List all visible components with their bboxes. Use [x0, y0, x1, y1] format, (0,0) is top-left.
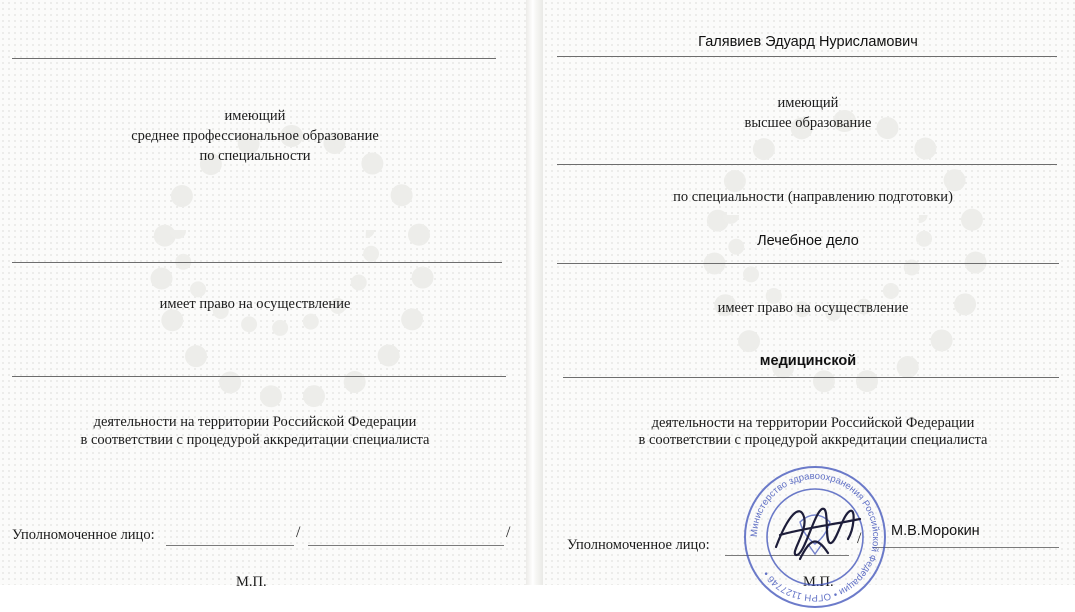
rule-name [557, 56, 1057, 57]
slash-separator: / [296, 524, 301, 541]
specialty-label: по специальности (направлению подготовки) [673, 189, 953, 205]
rule-education [557, 164, 1057, 165]
left-page [0, 0, 526, 590]
name-line [308, 545, 504, 546]
watermark-emblem [703, 110, 987, 394]
right-to-label: имеет право на осуществление [159, 296, 351, 312]
specialty-value: Лечебное дело [757, 233, 859, 249]
holder-label: имеющий [224, 108, 286, 124]
specialty-label: по специальности [199, 148, 311, 164]
stamp-circular-text: Министерство здравоохранения Российской Федерации • ОГРН 1127746 • [748, 470, 882, 604]
right-to-label: имеет право на осуществление [717, 300, 909, 316]
handwritten-signature [770, 495, 865, 565]
signer-name: М.В.Морокин [891, 523, 980, 539]
rule-top [12, 58, 496, 59]
name-line [873, 547, 1059, 548]
holder-full-name: Галявиев Эдуард Нурисламович [698, 34, 918, 50]
rule-activity [563, 377, 1059, 378]
activity-line-2: в соответствии с процедурой аккредитации специалиста [638, 432, 988, 448]
signature-stroke [776, 509, 860, 559]
education-level: среднее профессиональное образование [131, 128, 379, 144]
authorized-person-label: Уполномоченное лицо: [12, 527, 155, 543]
slash-separator-end: / [506, 524, 511, 541]
watermark-bowl [170, 230, 382, 336]
rule-specialty [12, 262, 502, 263]
book-gutter [526, 0, 543, 585]
activity-line-1: деятельности на территории Российской Федерации [651, 415, 975, 431]
slash-separator: / [857, 530, 862, 547]
watermark-emblem [150, 125, 434, 409]
rule-activity [12, 376, 506, 377]
rule-specialty [557, 263, 1059, 264]
education-level: высшее образование [744, 115, 872, 131]
holder-label: имеющий [777, 95, 839, 111]
signature-line [166, 545, 294, 546]
seal-place-mark: М.П. [803, 574, 834, 590]
activity-line-2: в соответствии с процедурой аккредитации специалиста [80, 432, 430, 448]
authorized-person-label: Уполномоченное лицо: [567, 537, 710, 553]
seal-place-mark: М.П. [236, 574, 267, 590]
activity-type: медицинской [759, 353, 857, 369]
activity-line-1: деятельности на территории Российской Федерации [93, 414, 417, 430]
